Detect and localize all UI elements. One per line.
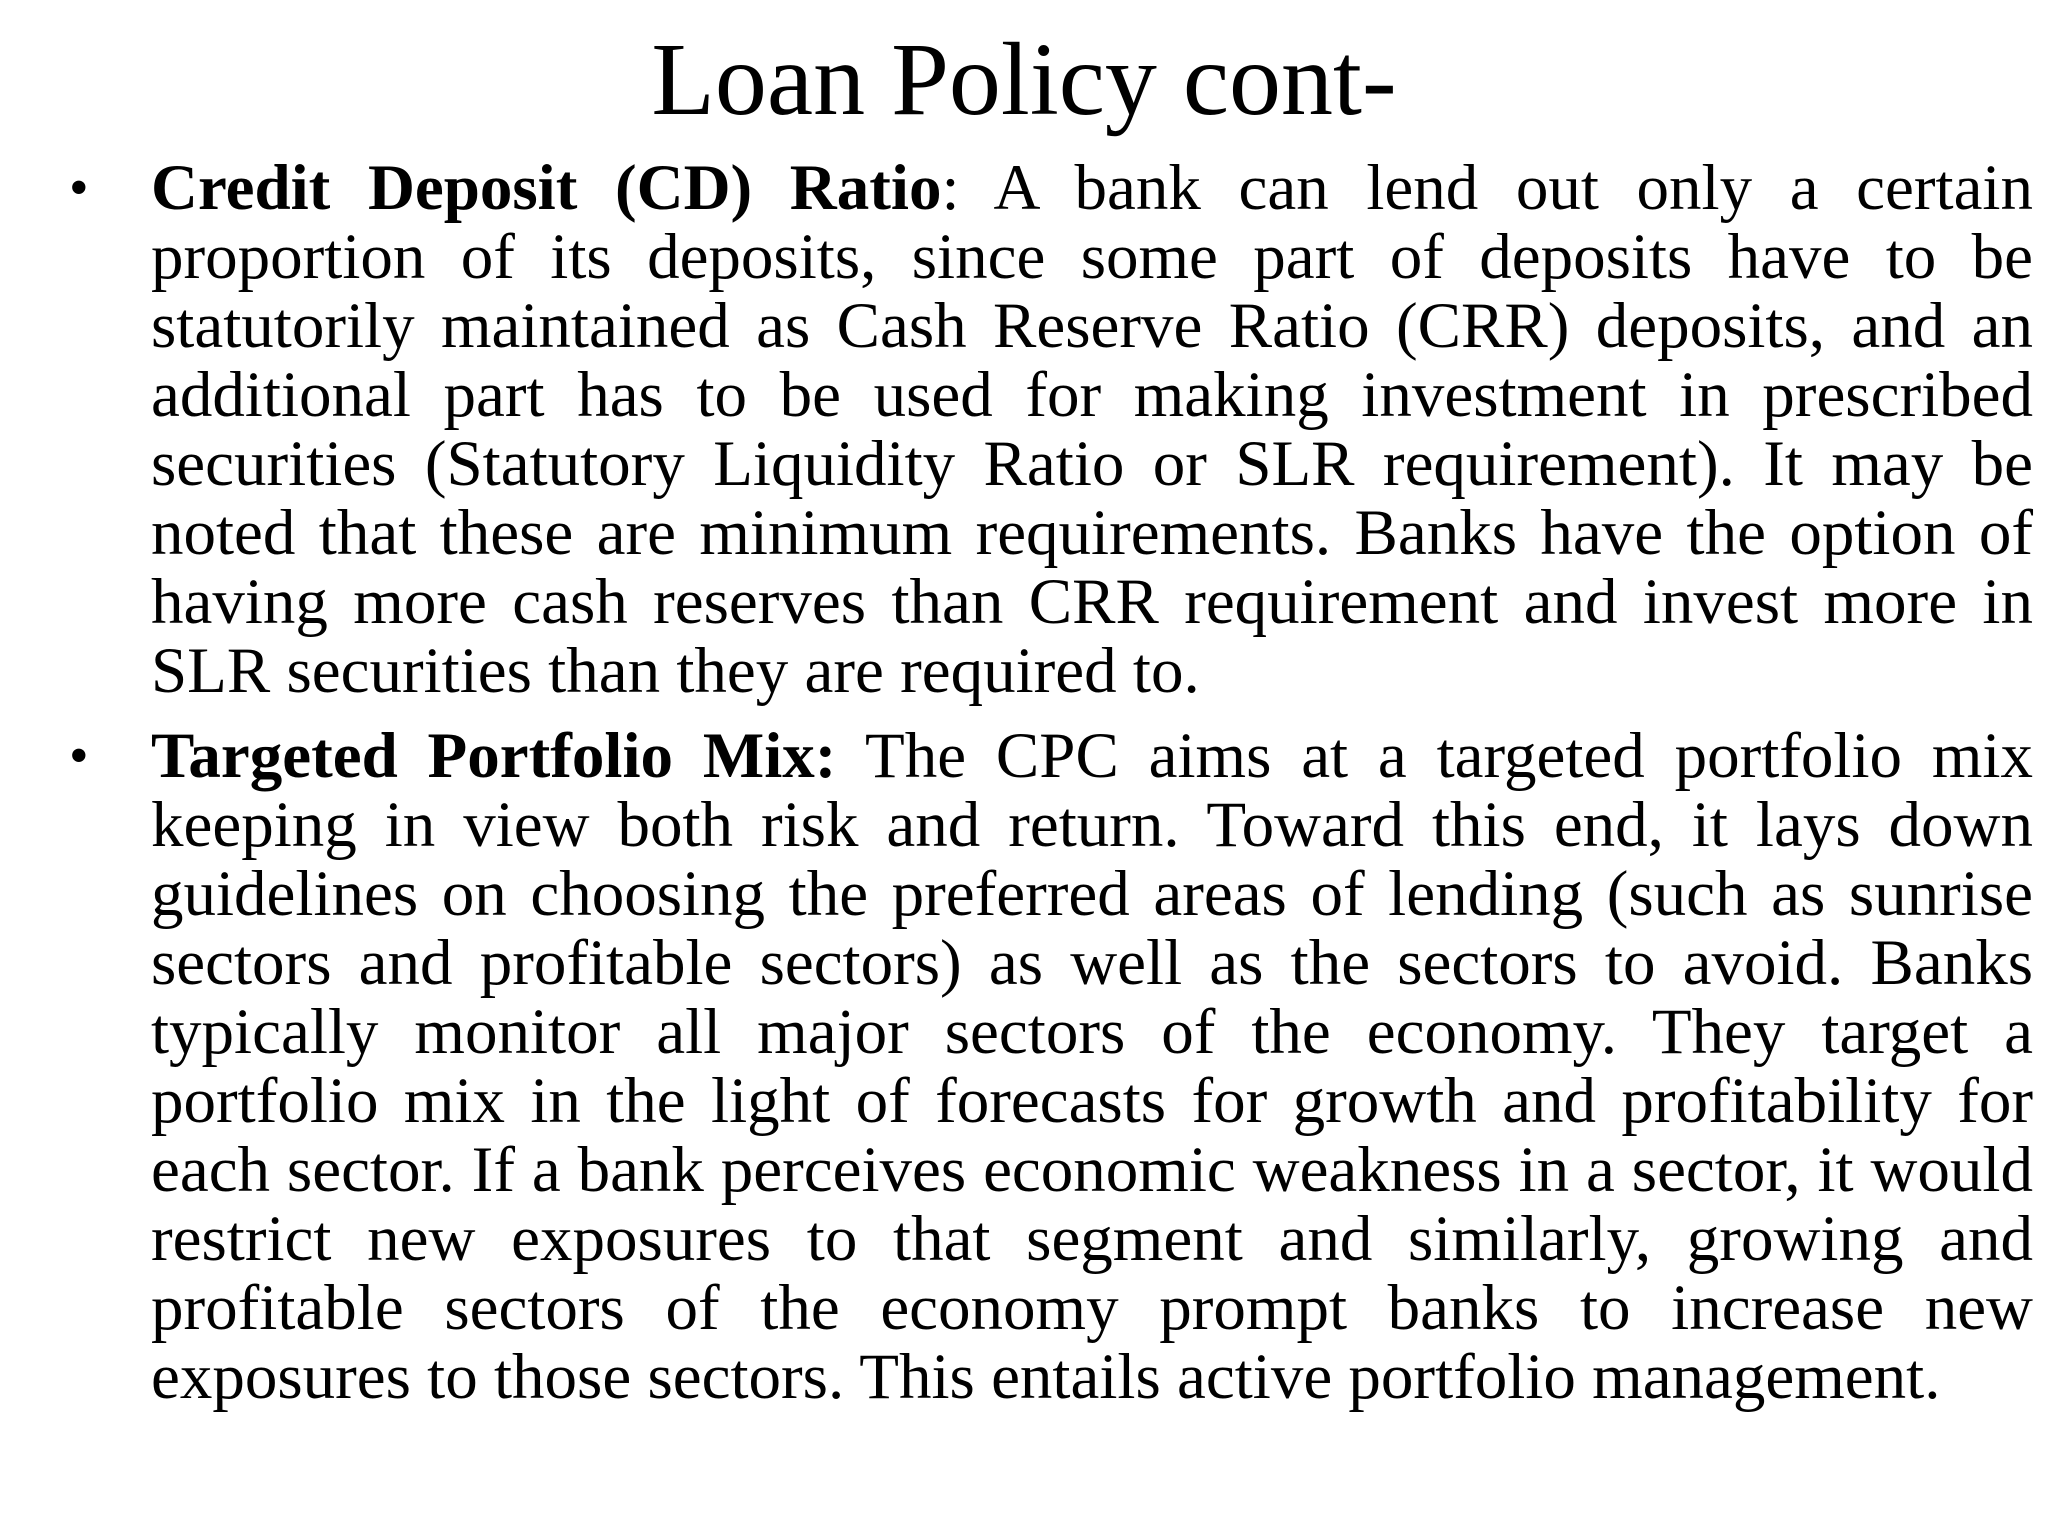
bullet-separator: : <box>941 152 960 224</box>
bullet-text: A bank can lend out only a certain proportion of its deposits, since some part of deposits have to be statutorily maintained as Cash Reserve Ratio (CRR) deposits, and an additional part has to be used for making investment in prescribed securities (Statutory Liquidity Ratio or SLR requirement). It may be noted that these are minimum requirements. Banks have the option of having more cash reserves than CRR requirement and invest more in SLR securities than they are required to. <box>151 152 2033 707</box>
bullet-text: The CPC aims at a targeted portfolio mix keeping in view both risk and return. Toward this end, it lays down guidelines on choosing the preferred areas of lending (such as sunrise sectors and profitable sectors) as well as the sectors to avoid. Banks typically monitor all major sectors of the economy. They target a portfolio mix in the light of forecasts for growth and profitability for each sector. If a bank perceives economic weakness in a sector, it would restrict new exposures to that segment and similarly, growing and profitable sectors of the economy prompt banks to increase new exposures to those sectors. This entails active portfolio management. <box>151 720 2033 1413</box>
bullet-term: Targeted Portfolio Mix: <box>151 720 837 792</box>
bullet-list <box>0 154 2048 1412</box>
bullet-item-targeted-portfolio-mix <box>0 722 2033 1412</box>
bullet-term: Credit Deposit (CD) Ratio <box>151 152 942 224</box>
slide-title: Loan Policy cont- <box>651 22 1397 137</box>
bullet-marker: • <box>69 157 89 219</box>
bullet-item-credit-deposit-ratio <box>0 154 2033 706</box>
bullet-marker: • <box>69 725 89 787</box>
